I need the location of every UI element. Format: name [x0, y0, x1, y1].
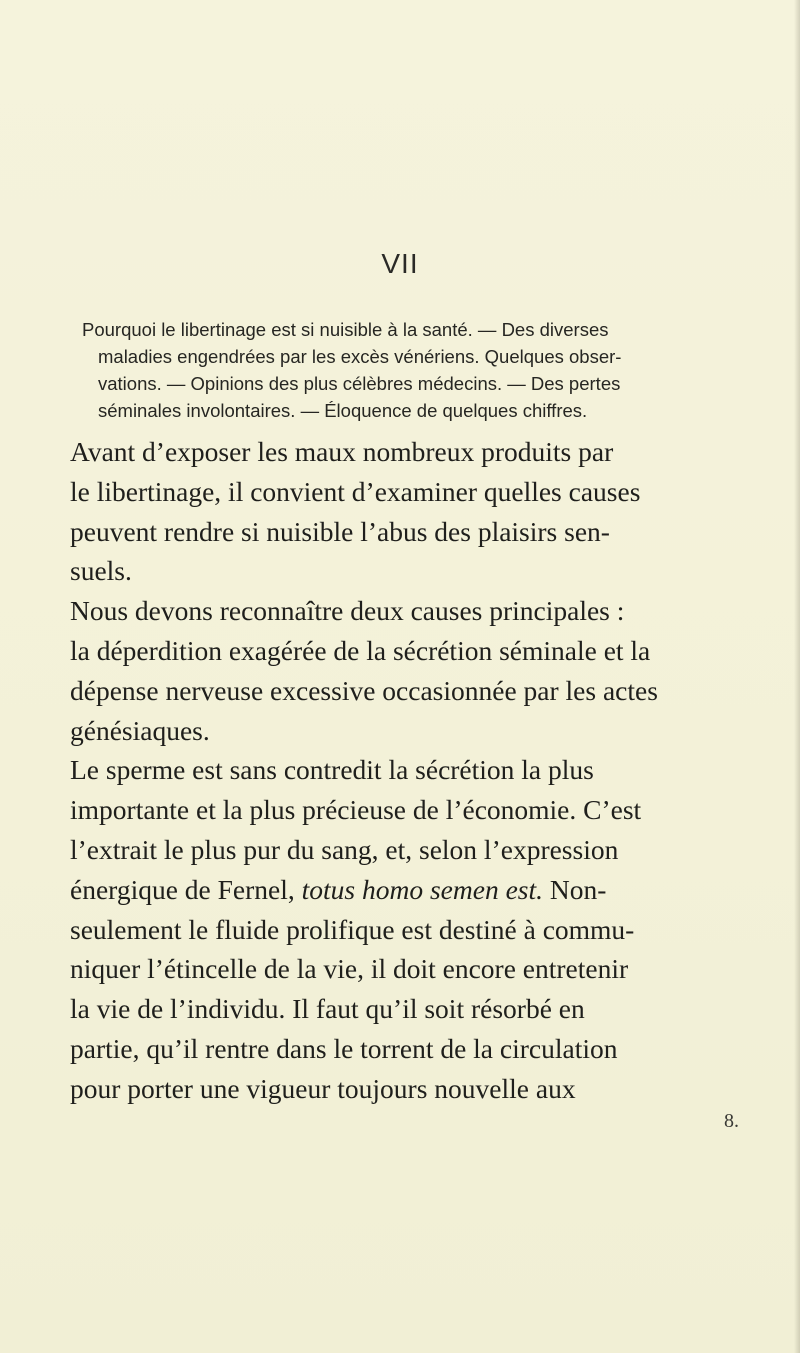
chapter-summary [82, 316, 772, 424]
page-edge-shadow [794, 0, 800, 1353]
body-line: importante et la plus précieuse de l’économie. C’est [70, 794, 642, 826]
chapter-number: VII [381, 248, 419, 279]
body-text-segment: énergique de Fernel, [70, 873, 302, 905]
body-line: le libertinage, il convient d’examiner quelles causes [70, 475, 641, 507]
body-line: peuvent rendre si nuisible l’abus des plaisirs sen- [70, 515, 610, 547]
body-line: la vie de l’individu. Il faut qu’il soit résorbé en [70, 993, 585, 1025]
body-line: Avant d’exposer les maux nombreux produits par [70, 436, 614, 467]
body-text [70, 432, 782, 1109]
body-line: Le sperme est sans contredit la sécrétion la plus [70, 754, 594, 786]
body-line: niquer l’étincelle de la vie, il doit encore entretenir [70, 953, 629, 985]
summary-line: vations. — Opinions des plus célèbres médecins. — Des pertes [98, 373, 621, 394]
body-line: génésiaques. [70, 714, 210, 746]
body-line: pour porter une vigueur toujours nouvelle aux [70, 1072, 576, 1104]
body-line-with-quote [70, 870, 782, 910]
body-line: Nous devons reconnaître deux causes principales : [70, 595, 625, 627]
summary-line: maladies engendrées par les excès vénériens. Quelques obser- [98, 346, 622, 367]
body-line: seulement le fluide prolifique est destiné à commu- [70, 913, 635, 945]
body-line: suels. [70, 555, 132, 587]
body-line: l’extrait le plus pur du sang, et, selon l’expression [70, 833, 619, 865]
body-line: la déperdition exagérée de la sécrétion séminale et la [70, 634, 651, 666]
body-line: partie, qu’il rentre dans le torrent de la circulation [70, 1032, 618, 1064]
signature-mark: 8. [724, 1110, 739, 1132]
summary-line: séminales involontaires. — Éloquence de quelques chiffres. [98, 400, 588, 421]
body-text-segment: Non- [543, 873, 607, 905]
body-line: dépense nerveuse excessive occasionnée par les actes [70, 674, 658, 706]
summary-line: Pourquoi le libertinage est si nuisible à la santé. — Des diverses [82, 319, 609, 340]
latin-quote: totus homo semen est. [301, 873, 544, 905]
